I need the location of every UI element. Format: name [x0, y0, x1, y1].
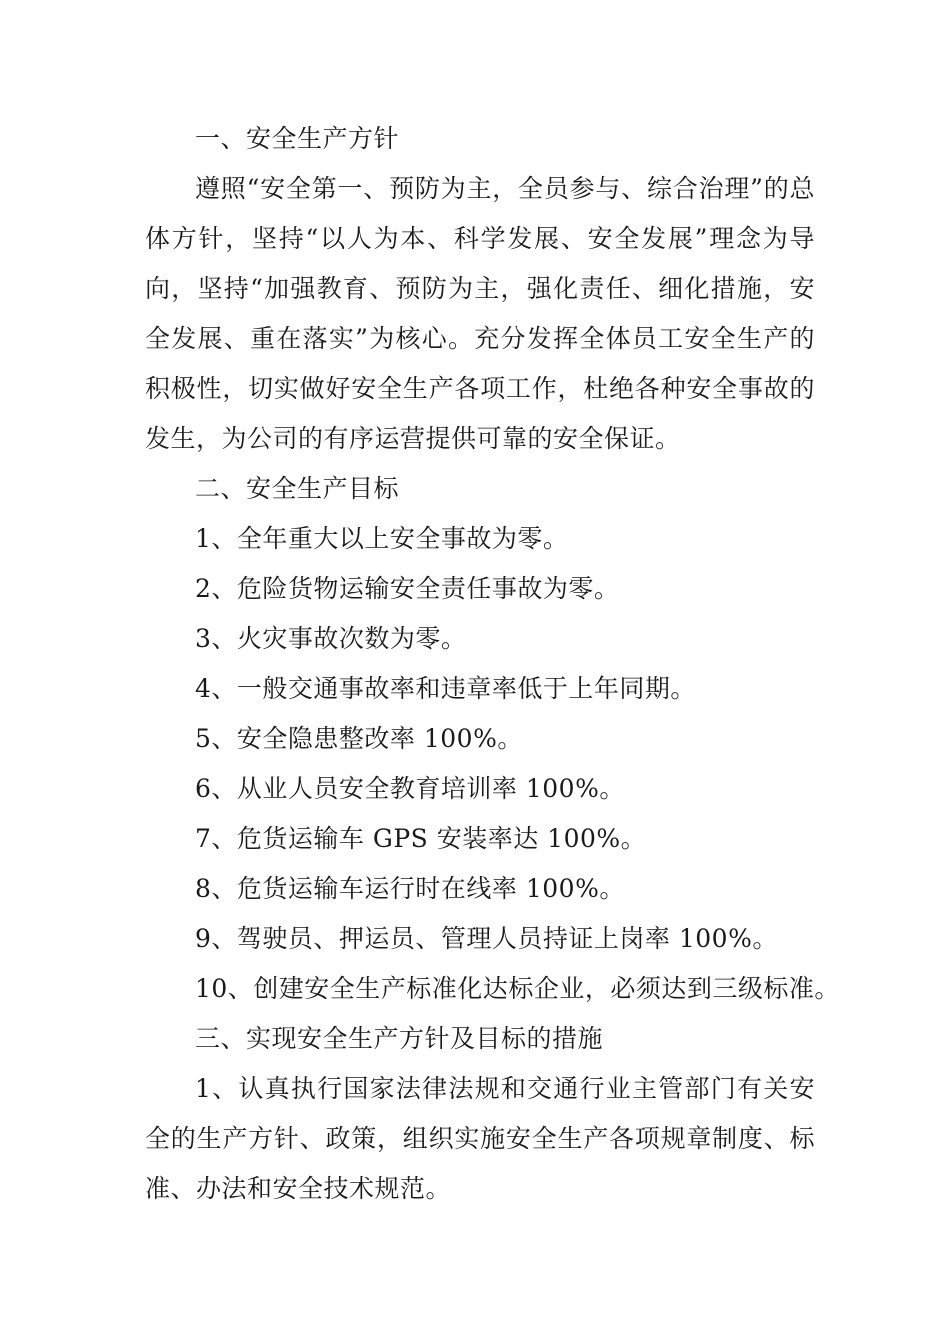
goal-item-2: 2、危险货物运输安全责任事故为零。: [195, 574, 620, 603]
goal-item-3: 3、火灾事故次数为零。: [195, 624, 467, 653]
goal-item-4: 4、一般交通事故率和违章率低于上年同期。: [195, 674, 696, 703]
document-body: [145, 114, 840, 1214]
policy-paragraph: 遵照“安全第一、预防为主，全员参与、综合治理”的总体方针，坚持“以人为本、科学发展、安全发展”理念为导向，坚持“加强教育、预防为主，强化责任、细化措施，安全发展、重在落实”为核心。充分发挥全体员工安全生产的积极性，切实做好安全生产各项工作，杜绝各种安全事故的发生，为公司的有序运营提供可靠的安全保证。: [145, 174, 815, 453]
goal-item-5: 5、安全隐患整改率 100%。: [195, 724, 523, 753]
section-heading-policy: 一、安全生产方针: [195, 124, 400, 153]
goal-item-8: 8、危货运输车运行时在线率 100%。: [195, 874, 625, 903]
goal-item-10: 10、创建安全生产标准化达标企业，必须达到三级标准。: [195, 974, 840, 1003]
goal-item-7: 7、危货运输车 GPS 安装率达 100%。: [195, 824, 647, 853]
measure-item-1: 1、认真执行国家法律法规和交通行业主管部门有关安全的生产方针、政策，组织实施安全生产各项规章制度、标准、办法和安全技术规范。: [145, 1074, 815, 1203]
goal-item-1: 1、全年重大以上安全事故为零。: [195, 524, 569, 553]
section-heading-measures: 三、实现安全生产方针及目标的措施: [195, 1024, 604, 1053]
section-heading-goals: 二、安全生产目标: [195, 474, 400, 503]
goal-item-9: 9、驾驶员、押运员、管理人员持证上岗率 100%。: [195, 924, 778, 953]
goal-item-6: 6、从业人员安全教育培训率 100%。: [195, 774, 625, 803]
